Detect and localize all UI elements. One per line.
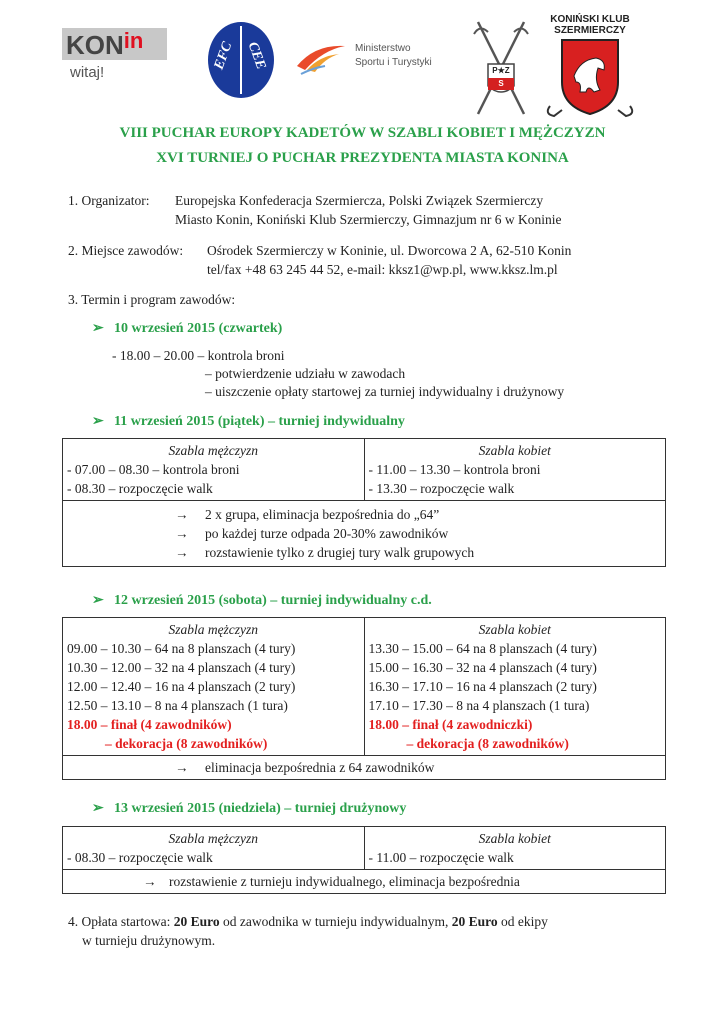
day3-women-line: 17.10 – 17.30 – 8 na 4 planszach (1 tura)	[368, 698, 590, 713]
day3-men-line: 10.30 – 12.00 – 32 na 4 planszach (4 tury)	[67, 660, 296, 675]
day3-women-final: 18.00 – finał (4 zawodniczki)	[368, 717, 533, 732]
arrow-icon: →	[175, 545, 189, 560]
day2-men-cell	[63, 439, 365, 501]
day4-note-cell	[63, 870, 666, 894]
bullet-arrow-icon: ➢	[92, 801, 104, 816]
day3-women-line: 13.30 – 15.00 – 64 na 8 planszach (4 tury)	[368, 641, 597, 656]
day3-men-cell	[63, 618, 365, 756]
day3-men-final: 18.00 – finał (4 zawodników)	[67, 717, 232, 732]
efc-text: EFC	[211, 40, 236, 72]
organizer-line1: Europejska Konfederacja Szermiercza, Polski Związek Szermierczy	[175, 193, 544, 208]
day2-women-line: - 13.30 – rozpoczęcie walk	[368, 481, 515, 496]
day4-women-cell	[364, 827, 666, 870]
konin-logo	[62, 28, 170, 90]
day2-heading-text: 11 wrzesień 2015 (piątek) – turniej indywidualny	[114, 414, 405, 429]
organizer-label: 1. Organizator:	[68, 193, 150, 208]
day2-heading	[92, 413, 405, 430]
bullet-arrow-icon: ➢	[92, 321, 104, 336]
cee-text: CEE	[244, 40, 269, 72]
day3-men-line: 12.00 – 12.40 – 16 na 4 planszach (2 tury)	[67, 679, 296, 694]
day3-women-cell	[364, 618, 666, 756]
day2-women-line: - 11.00 – 13.30 – kontrola broni	[368, 462, 541, 477]
day3-men-deco: – dekoracja (8 zawodników)	[105, 736, 268, 751]
fee-amount-individual: 20 Euro	[173, 914, 220, 929]
bullet-arrow-icon: ➢	[92, 414, 104, 429]
fee-line2: w turnieju drużynowym.	[82, 933, 216, 948]
arrow-icon: →	[175, 507, 189, 522]
day4-men-cell	[63, 827, 365, 870]
day2-note-text: po każdej turze odpada 20-30% zawodników	[205, 526, 449, 541]
arrow-icon: →	[143, 874, 157, 889]
program-label: 3. Termin i program zawodów:	[68, 292, 236, 307]
day4-women-header: Szabla kobiet	[478, 831, 551, 846]
day3-men-line: 09.00 – 10.30 – 64 na 8 planszach (4 tury)	[67, 641, 296, 656]
day1-heading	[92, 320, 282, 337]
konin-logo-in: in	[123, 28, 144, 53]
day4-men-header: Szabla mężczyzn	[168, 831, 259, 846]
main-title: VIII PUCHAR EUROPY KADETÓW W SZABLI KOBIET I MĘŻCZYZN	[119, 125, 606, 141]
kks-shield-horse-icon	[540, 36, 640, 118]
day3-heading	[92, 592, 432, 609]
day2-women-cell	[364, 439, 666, 501]
day3-heading-text: 12 wrzesień 2015 (sobota) – turniej indywidualny c.d.	[114, 593, 432, 608]
kks-logo	[540, 14, 640, 118]
day2-notes-cell	[63, 501, 666, 567]
ministry-line2: Sportu i Turystyki	[355, 57, 432, 68]
day2-men-header: Szabla mężczyzn	[168, 443, 259, 458]
logo-bar	[0, 14, 725, 124]
fee-suffix: od ekipy	[497, 914, 548, 929]
day2-women-header: Szabla kobiet	[478, 443, 551, 458]
day2-note	[175, 524, 661, 543]
day1-line3: – uiszczenie opłaty startowej za turniej indywidualny i drużynowy	[205, 384, 565, 399]
arrow-icon: →	[175, 526, 189, 541]
day4-table	[62, 826, 666, 894]
fee-line1	[68, 912, 548, 931]
pzs-text: P★Z	[492, 66, 510, 75]
day1-line1: - 18.00 – 20.00 – kontrola broni	[112, 348, 285, 363]
day2-note	[175, 505, 661, 524]
fee-prefix: 4. Opłata startowa:	[68, 914, 174, 929]
konin-logo-text: KON	[66, 30, 124, 60]
bullet-arrow-icon: ➢	[92, 593, 104, 608]
ministry-swoosh-icon	[295, 40, 347, 76]
day4-heading	[92, 800, 406, 817]
arrow-icon: →	[175, 760, 189, 775]
day3-women-header: Szabla kobiet	[478, 622, 551, 637]
day2-table	[62, 438, 666, 567]
day3-note-cell	[63, 756, 666, 780]
venue-label: 2. Miejsce zawodów:	[68, 243, 184, 258]
kks-line2: SZERMIERCZY	[554, 25, 626, 36]
day1-line2: – potwierdzenie udziału w zawodach	[205, 366, 406, 381]
day3-women-line: 15.00 – 16.30 – 32 na 4 planszach (4 tury)	[368, 660, 597, 675]
day4-note-text: rozstawienie z turnieju indywidualnego, eliminacja bezpośrednia	[169, 874, 520, 889]
day4-women-line: - 11.00 – rozpoczęcie walk	[368, 850, 514, 865]
kks-line1: KONIŃSKI KLUB	[550, 14, 630, 25]
fee-mid: od zawodnika w turnieju indywidualnym,	[219, 914, 452, 929]
day2-note-text: 2 x grupa, eliminacja bezpośrednia do „64”	[205, 507, 440, 522]
venue-line2: tel/fax +48 63 245 44 52, e-mail: kksz1@wp.pl, www.kksz.lm.pl	[207, 262, 558, 277]
day1-heading-text: 10 wrzesień 2015 (czwartek)	[114, 321, 283, 336]
ministry-line1: Ministerstwo	[355, 43, 411, 54]
day2-men-line: - 07.00 – 08.30 – kontrola broni	[67, 462, 240, 477]
day3-men-header: Szabla mężczyzn	[168, 622, 259, 637]
subtitle: XVI TURNIEJ O PUCHAR PREZYDENTA MIASTA KONINA	[156, 150, 569, 166]
efc-cee-logo	[206, 20, 276, 100]
day2-note	[175, 543, 661, 562]
venue-line1: Ośrodek Szermierczy w Koninie, ul. Dworcowa 2 A, 62-510 Konin	[207, 243, 572, 258]
pzs-logo	[470, 18, 532, 118]
fee-amount-team: 20 Euro	[451, 914, 498, 929]
day2-note-text: rozstawienie tylko z drugiej tury walk grupowych	[205, 545, 475, 560]
day3-men-line: 12.50 – 13.10 – 8 na 4 planszach (1 tura)	[67, 698, 288, 713]
konin-logo-slogan: witaj!	[70, 64, 105, 81]
day4-men-line: - 08.30 – rozpoczęcie walk	[67, 850, 213, 865]
day3-note-text: eliminacja bezpośrednia z 64 zawodników	[205, 760, 435, 775]
day4-heading-text: 13 wrzesień 2015 (niedziela) – turniej drużynowy	[114, 801, 407, 816]
day3-women-line: 16.30 – 17.10 – 16 na 4 planszach (2 tury)	[368, 679, 597, 694]
ministry-logo	[295, 40, 455, 80]
day3-women-deco: – dekoracja (8 zawodników)	[406, 736, 569, 751]
pzs-s-text: S	[498, 79, 504, 88]
day3-table	[62, 617, 666, 780]
organizer-line2: Miasto Konin, Koniński Klub Szermierczy, Gimnazjum nr 6 w Koninie	[175, 212, 562, 227]
day2-men-line: - 08.30 – rozpoczęcie walk	[67, 481, 213, 496]
